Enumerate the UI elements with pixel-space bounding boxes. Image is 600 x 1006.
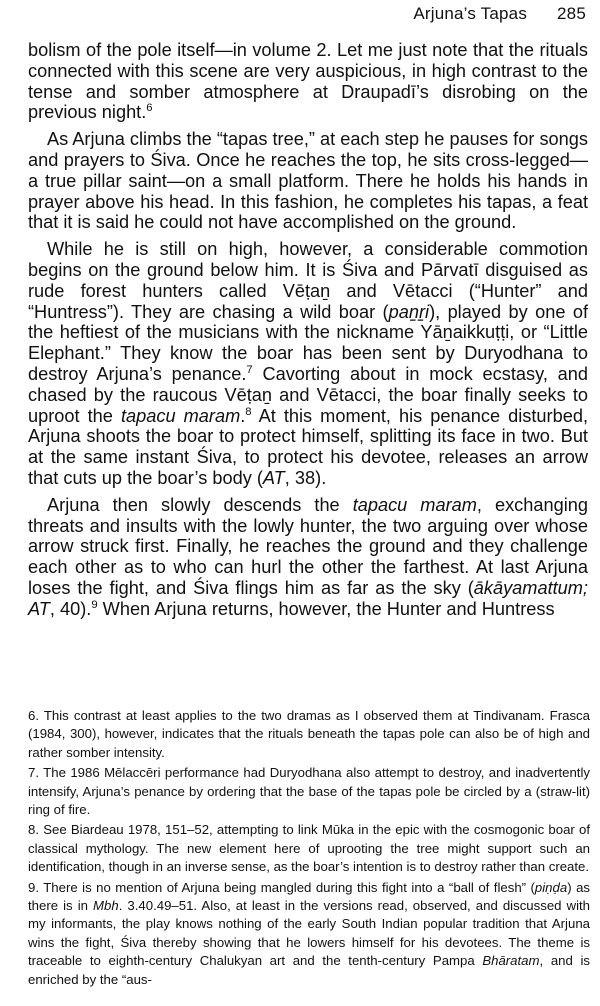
body-text (28, 40, 588, 626)
p3-term-panri: paṉṟi (388, 301, 430, 322)
fn9-text-a: 9. There is no mention of Arjuna being mangled during this fight into a “ball of flesh” ( (28, 879, 535, 895)
note-ref-9: 9 (91, 598, 98, 611)
p3-term-tapacu-maram: tapacu maram (120, 405, 241, 426)
paragraph-3 (28, 239, 588, 489)
p4-text-a: Arjuna then slowly descends the (47, 494, 353, 515)
p3-text-b: ), played by one of the heftiest of the musicians with the nickname Yāṉaikkuṭṭi, or “Little Elephant.” They know the boar has been sent by Duryodhana to destroy Arjuna’s penance. (28, 301, 589, 384)
p3-citation-at: AT (262, 467, 285, 488)
p4-term-tapacu-maram: tapacu maram (352, 494, 477, 515)
p3-text-d: . (240, 405, 246, 426)
footnote-9 (28, 879, 590, 989)
paragraph-1 (28, 40, 588, 123)
fn9-title-bharatam: Bhāratam (482, 953, 540, 969)
page-number: 285 (557, 4, 586, 23)
running-head (413, 4, 586, 24)
fn9-text-c: . 3.40.49–51. Also, at least in the versions read, observed, and discussed with my informants, the play knows nothing of the early South Indian popular tradition that Arjuna wins the fight, Śiva thereby showing that he lowers himself for his devotees. The theme is traceable to eighth-century Chalukyan art and the tenth-century Pampa (28, 898, 591, 969)
note-ref-6: 6 (146, 102, 153, 115)
footnotes (28, 707, 590, 991)
p4-text-b: , exchanging threats and insults with the lowly hunter, the two arguing over whose arrow struck first. Finally, he reaches the ground and they challenge each other as to who can hurl the other the farthest. At last Arjuna loses the fight, and Śiva flings him as far as the sky ( (28, 494, 589, 598)
p4-text-d: When Arjuna returns, however, the Hunter and Huntress (97, 598, 555, 619)
fn9-text-b: ) as there is in (28, 879, 590, 914)
paragraph-2: As Arjuna climbs the “tapas tree,” at each step he pauses for songs and prayers to Śiva. Once he reaches the top, he sits cross-legged—a true pillar saint—on a small platform. There he holds his hands in prayer above his head. In this fashion, he completes his tapas, a feat that it is said he could not have accomplished on the ground. (28, 129, 588, 233)
note-ref-8: 8 (245, 405, 252, 418)
paragraph-1-text: bolism of the pole itself—in volume 2. Let me just note that the rituals connected with this scene are very auspicious, in high contrast to the tense and somber atmosphere at Draupadī’s disrobing on the previous night. (28, 40, 588, 123)
paragraph-4 (28, 495, 588, 620)
fn9-term-pinda: piṇḍa (534, 879, 568, 895)
p3-text-f: , 38). (284, 467, 327, 488)
footnote-8: 8. See Biardeau 1978, 151–52, attempting to link Mūka in the epic with the cosmogonic boar of classical mythology. The new element here of uprooting the tree might support such an identification, though in an inverse sense, as the boar’s intention is to destroy rather than create. (28, 822, 590, 875)
p4-term-akayamattum: ākāyamattum; AT (28, 577, 588, 619)
note-ref-7: 7 (246, 363, 253, 376)
p3-text-c: Cavorting about in mock ecstasy, and chased by the raucous Vēṭaṉ and Vētacci, the boar finally seeks to uproot the (28, 363, 588, 426)
footnote-7: 7. The 1986 Mēlaccēri performance had Duryodhana also attempt to destroy, and inadvertently intensify, Arjuna’s penance by ordering that the base of the tapas pole be circled by a (straw-lit) ring of fire. (28, 765, 590, 818)
running-head-title: Arjuna’s Tapas (413, 4, 528, 23)
footnote-6: 6. This contrast at least applies to the two dramas as I observed them at Tindivanam. Frasca (1984, 300), however, indicates that the rituals beneath the tapas pole can also be of high and rather somber intensity. (28, 708, 590, 760)
fn9-text-d: , and is enriched by the “aus- (28, 953, 590, 987)
fn9-title-mbh: Mbh (93, 898, 119, 914)
p3-text-e: At this moment, his penance disturbed, Arjuna shoots the boar to protect himself, splitting its face in two. But at the same instant Śiva, to protect his devotee, releases an arrow that cuts up the boar’s body ( (28, 405, 588, 488)
p3-text-a: While he is still on high, however, a considerable commotion begins on the ground below him. It is Śiva and Pārvatī disguised as rude forest hunters called Vēṭaṉ and Vētacci (“Hunter” and “Huntress”). They are chasing a wild boar ( (28, 239, 588, 322)
p4-text-c: , 40). (49, 598, 92, 619)
